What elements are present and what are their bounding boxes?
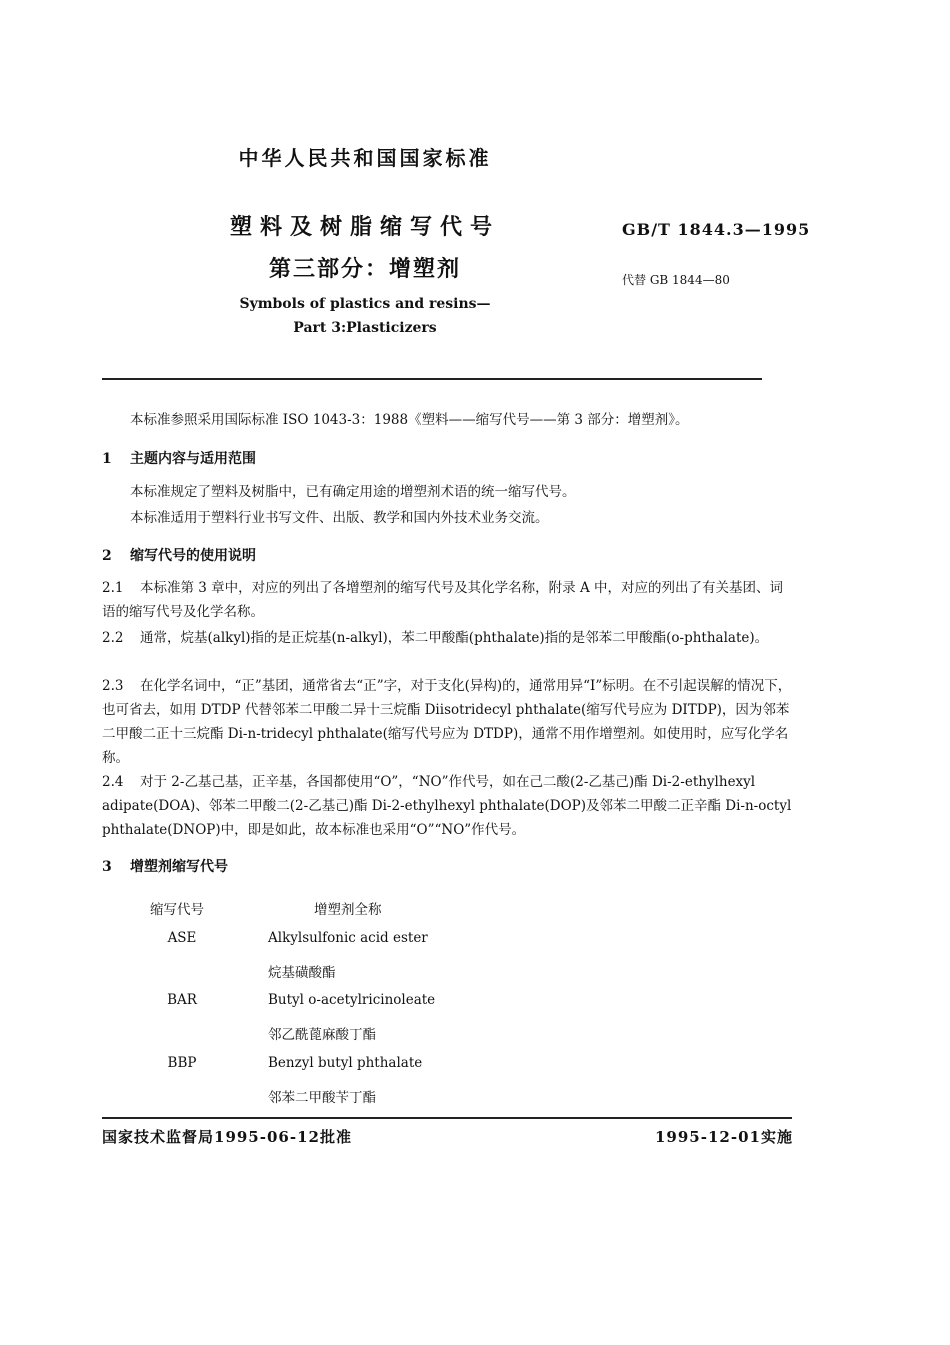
- intro-paragraph: 本标准参照采用国际标准 ISO 1043-3：1988《塑料——缩写代号——第 3 部分：增塑剂》。: [130, 412, 689, 428]
- column-header-name: 增塑剂全称: [314, 902, 382, 918]
- table-row-code: BBP: [167, 1055, 197, 1071]
- english-title-line2: Part 3:Plasticizers: [293, 320, 437, 336]
- section2-heading: [102, 545, 256, 565]
- standard-number: GB/T 1844.3—1995: [622, 220, 811, 239]
- effective-date: 1995-12-01实施: [655, 1128, 793, 1146]
- clause-number: 2.3: [102, 678, 124, 694]
- section3-title: 增塑剂缩写代号: [130, 859, 228, 875]
- section2-title: 缩写代号的使用说明: [130, 548, 256, 564]
- table-row-name-en: Alkylsulfonic acid ester: [268, 930, 428, 946]
- footer-divider: [102, 1117, 792, 1119]
- national-standard-heading: 中华人民共和国国家标准: [238, 146, 492, 170]
- document-subtitle: 第三部分：增塑剂: [268, 256, 461, 282]
- table-row-code: ASE: [167, 930, 197, 946]
- table-row-name-cn: 邻乙酰蓖麻酸丁酯: [268, 1027, 376, 1043]
- english-title-line1: Symbols of plastics and resins—: [239, 296, 491, 312]
- issue-date: 国家技术监督局1995-06-12批准: [102, 1128, 352, 1146]
- header-divider: [102, 378, 762, 380]
- clause-2-3: [102, 674, 792, 770]
- table-row-name-cn: 邻苯二甲酸苄丁酯: [268, 1090, 376, 1106]
- clause-text: 在化学名词中，“正”基团，通常省去“正”字，对于支化(异构)的，通常用异“I”标明。在不引起误解的情况下，也可省去，如用 DTDP 代替邻苯二甲酸二异十三烷酯 Diisotridecyl phthalate(缩写代号应为 DITDP)，因为邻苯二甲酸二正十三烷酯 Di-n-tridecyl phthalate(缩写代号应为 DTDP)，通常不用作增塑剂。如使用时，应写化学名称。: [102, 678, 792, 766]
- table-row-name-cn: 烷基磺酸酯: [268, 965, 336, 981]
- clause-2-2: [102, 626, 792, 650]
- section1-paragraph-1: 本标准规定了塑料及树脂中，已有确定用途的增塑剂术语的统一缩写代号。: [130, 484, 576, 500]
- section2-number: 2: [102, 548, 112, 564]
- clause-2-1: [102, 576, 792, 624]
- document-title: 塑料及树脂缩写代号: [229, 214, 500, 240]
- section1-title: 主题内容与适用范围: [130, 451, 256, 467]
- section3-heading: [102, 856, 228, 876]
- clause-text: 本标准第 3 章中，对应的列出了各增塑剂的缩写代号及其化学名称，附录 A 中，对应的列出了有关基团、词语的缩写代号及化学名称。: [102, 580, 784, 620]
- table-row-code: BAR: [167, 992, 197, 1008]
- section1-number: 1: [102, 451, 112, 467]
- section1-paragraph-2: 本标准适用于塑料行业书写文件、出版、教学和国内外技术业务交流。: [130, 510, 549, 526]
- section3-number: 3: [102, 859, 112, 875]
- clause-number: 2.2: [102, 630, 124, 646]
- clause-2-4: [102, 770, 792, 842]
- column-header-code: 缩写代号: [150, 902, 204, 918]
- clause-number: 2.4: [102, 774, 124, 790]
- table-row-name-en: Butyl o-acetylricinoleate: [268, 992, 436, 1008]
- table-row-name-en: Benzyl butyl phthalate: [268, 1055, 423, 1071]
- clause-text: 通常，烷基(alkyl)指的是正烷基(n-alkyl)，苯二甲酸酯(phthalate)指的是邻苯二甲酸酯(o-phthalate)。: [140, 630, 769, 646]
- clause-number: 2.1: [102, 580, 124, 596]
- section1-heading: [102, 448, 256, 468]
- clause-text: 对于 2-乙基己基，正辛基，各国都使用“O”，“NO”作代号，如在己二酸(2-乙基己)酯 Di-2-ethylhexyl adipate(DOA)、邻苯二甲酸二(2-乙基己)酯 Di-2-ethylhexyl phthalate(DOP)及邻苯二甲酸二正辛酯 Di-n-octyl phthalate(DNOP)中，即是如此，故本标准也采用“O”“NO”作代号。: [102, 774, 792, 838]
- replaces-note: 代替 GB 1844—80: [622, 273, 730, 287]
